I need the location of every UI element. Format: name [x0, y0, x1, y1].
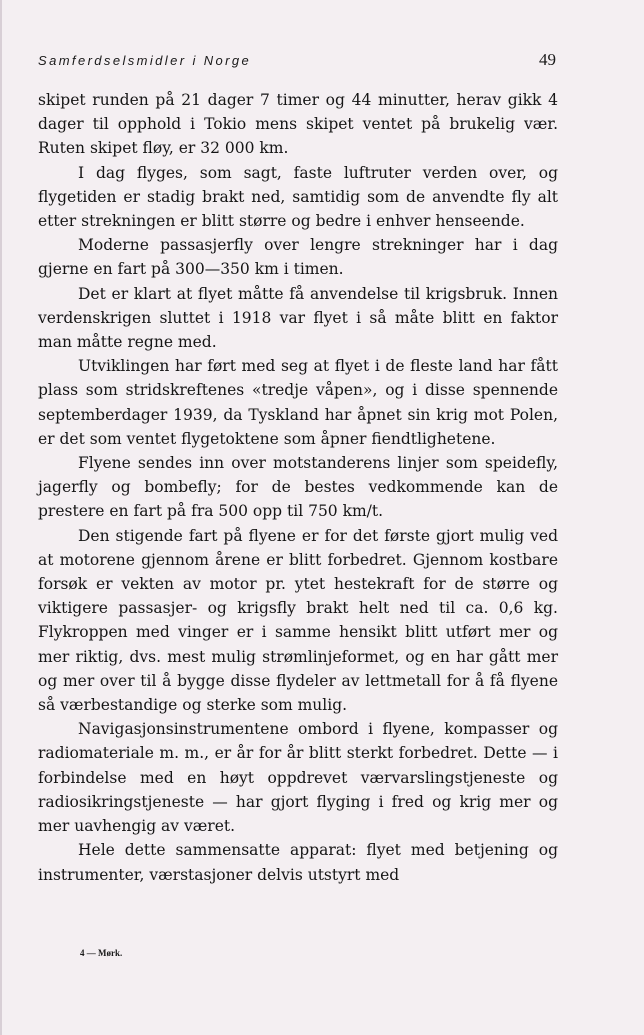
paragraph-8: Navigasjonsinstrumentene ombord i flyene, kompasser og radiomateriale m. m., er år for år blitt sterkt forbedret. Dette — i forbindelse med en høyt oppdrevet værvarslingstjeneste og radiosikringstjeneste — har gjort flyging i fred og krig mer og mer uavhengig av været. — [38, 720, 558, 836]
paragraph-1: skipet runden på 21 dager 7 timer og 44 minutter, herav gikk 4 dager til opphold i Tokio mens skipet ventet på brukelig vær. Ruten skipet fløy, er 32 000 km. — [38, 91, 558, 158]
paragraph-5: Utviklingen har ført med seg at flyet i de fleste land har fått plass som stridskreftenes «tredje våpen», og i disse spennende septemberdager 1939, da Tyskland har åpnet sin krig mot Polen, er det som ventet flygetoktene som åpner fiendtlighetene. — [38, 357, 558, 448]
paragraph-3: Moderne passasjerfly over lengre strekninger har i dag gjerne en fart på 300—350 km i timen. — [38, 236, 558, 279]
signature-mark: 4 — Mørk. — [80, 948, 123, 958]
paragraph-6: Flyene sendes inn over motstanderens linjer som speidefly, jagerfly og bombefly; for de bestes vedkommende kan de prestere en fart på fra 500 opp til 750 km/t. — [38, 454, 558, 521]
page-number: 49 — [539, 50, 556, 69]
running-title: Samferdselsmidler i Norge — [38, 53, 252, 68]
paragraph-2: I dag flyges, som sagt, faste luftruter verden over, og flygetiden er stadig brakt ned, samtidig som de anvendte fly alt etter strekningen er blitt større og bedre i enhver henseende. — [38, 163, 558, 231]
body-text — [38, 88, 558, 887]
paragraph-4: Det er klart at flyet måtte få anvendelse til krigsbruk. Innen verdenskrigen sluttet i 1918 var flyet i så måte blitt en faktor man måtte regne med. — [38, 284, 558, 352]
running-head — [38, 50, 556, 70]
paragraph-9: Hele dette sammensatte apparat: flyet med betjening og instrumenter, værstasjoner delvis utstyrt med — [38, 841, 558, 884]
paragraph-7: Den stigende fart på flyene er for det første gjort mulig ved at motorene gjennom årene er blitt forbedret. Gjennom kostbare forsøk er vekten av motor pr. ytet hestekraft for de større og viktigere passasjer- og krigsfly brakt helt ned til ca. 0,6 kg. Flykroppen med vinger er i samme hensikt blitt utført mer og mer riktig, dvs. mest mulig strømlinjeformet, og en har gått mer og mer over til å bygge disse flydeler av lettmetall for å få flyene så værbestandige og sterke som mulig. — [38, 526, 558, 715]
